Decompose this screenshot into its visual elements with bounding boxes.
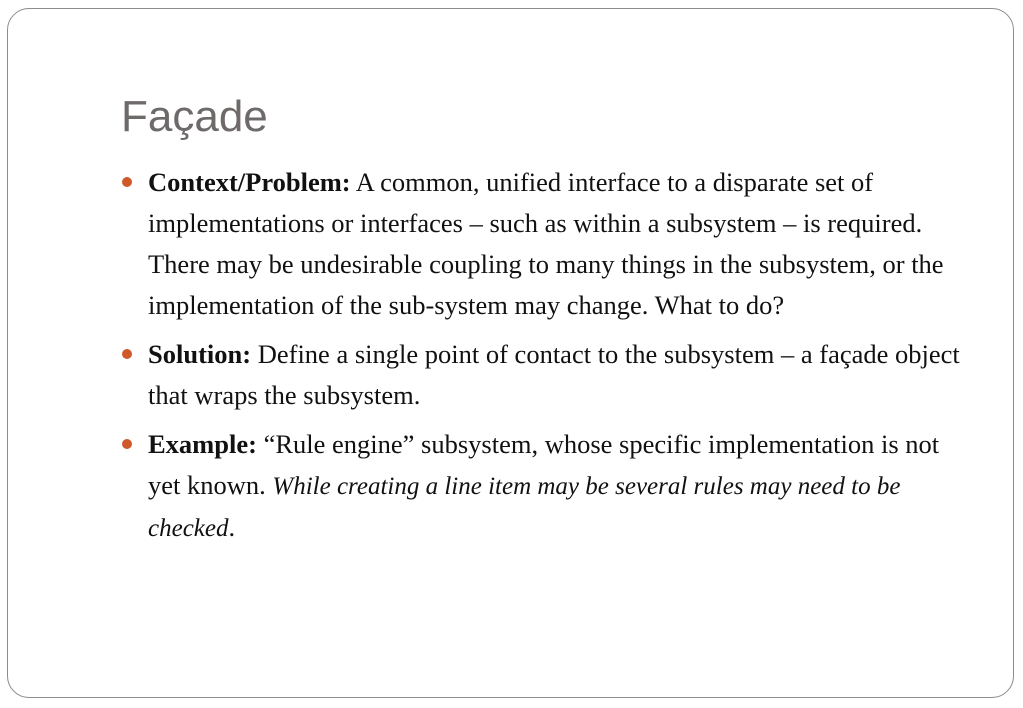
bullet-italic-text: While creating a line item may be several rules may need to be checked [148,473,901,542]
bullet-text: A common, unified interface to a disparate set of implementations or interfaces – such as within a subsystem – is required. There may be undesirable coupling to many things in the subsystem, or the implementation of the sub-system may change. What to do? [148,167,944,320]
bullet-label: Context/Problem: [148,167,351,197]
bullet-example [121,424,969,549]
slide-title: Façade [121,92,268,141]
bullet-solution [121,334,969,416]
bullet-tail: . [228,512,236,542]
bullet-dot-icon [122,349,132,359]
bullet-text: “Rule engine” subsystem, whose specific implementation is not yet known. [148,429,940,500]
bullet-dot-icon [122,439,132,449]
bullet-label: Solution: [148,339,252,369]
bullet-text: Define a single point of contact to the subsystem – a façade object that wraps the subsystem. [148,339,960,410]
bullet-context-problem [121,162,969,326]
bullet-dot-icon [122,177,132,187]
slide [7,8,1014,698]
bullet-list [121,162,969,557]
bullet-label: Example: [148,429,257,459]
